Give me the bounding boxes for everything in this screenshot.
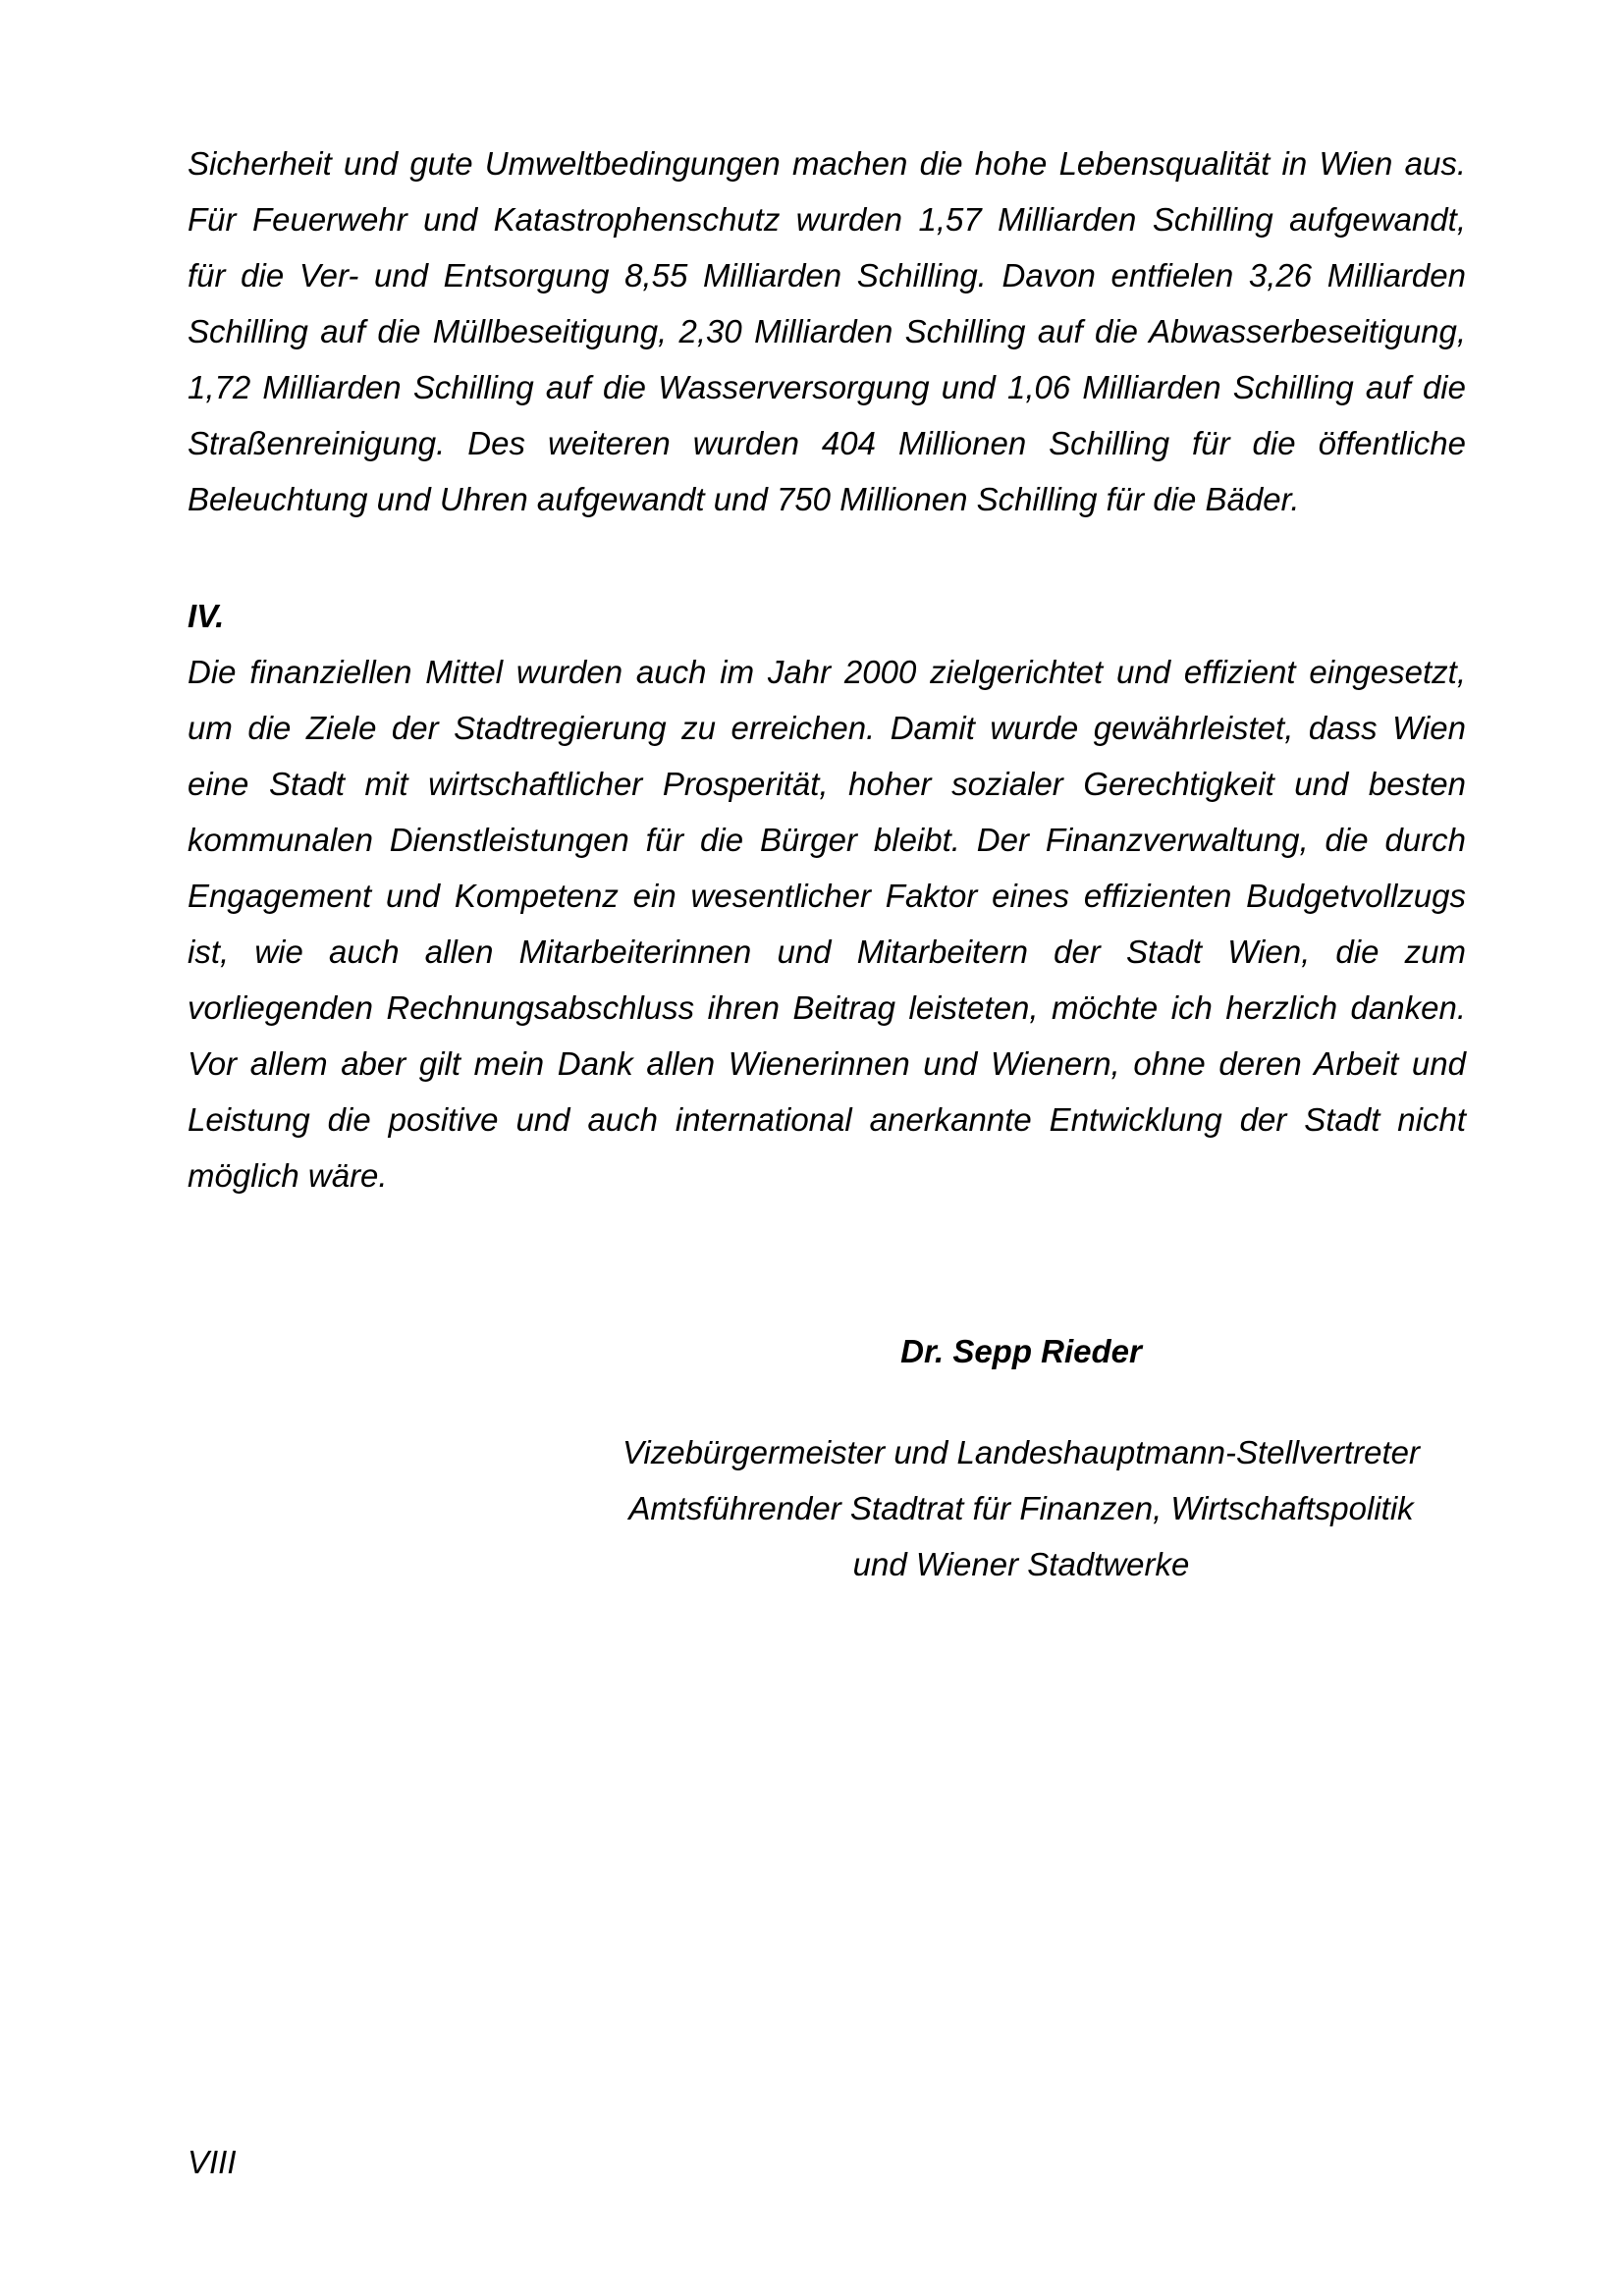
paragraph-line: um die Ziele der Stadtregierung zu erreichen. Damit wurde gewährleistet, dass Wien bbox=[188, 710, 1466, 746]
paragraph-line: vorliegenden Rechnungsabschluss ihren Beitrag leisteten, möchte ich herzlich danken. bbox=[188, 989, 1466, 1026]
signatory-name: Dr. Sepp Rieder bbox=[900, 1333, 1142, 1369]
paragraph-line: Vor allem aber gilt mein Dank allen Wienerinnen und Wienern, ohne deren Arbeit und bbox=[188, 1045, 1466, 1082]
paragraph-line: möglich wäre. bbox=[188, 1157, 388, 1194]
paragraph-line: Beleuchtung und Uhren aufgewandt und 750 Millionen Schilling für die Bäder. bbox=[188, 481, 1300, 517]
section-heading: IV. bbox=[188, 598, 225, 634]
signatory-title-line: Amtsführender Stadtrat für Finanzen, Wirtschaftspolitik bbox=[628, 1490, 1414, 1526]
page-number: VIII bbox=[188, 2144, 237, 2180]
paragraph-line: Leistung die positive und auch international anerkannte Entwicklung der Stadt nicht bbox=[188, 1101, 1466, 1138]
paragraph-line: Straßenreinigung. Des weiteren wurden 404 Millionen Schilling für die öffentliche bbox=[188, 425, 1466, 461]
paragraph-line: Die finanziellen Mittel wurden auch im Jahr 2000 zielgerichtet und effizient eingesetzt, bbox=[188, 654, 1466, 690]
paragraph-line: Für Feuerwehr und Katastrophenschutz wurden 1,57 Milliarden Schilling aufgewandt, bbox=[188, 201, 1466, 238]
paragraph-line: für die Ver- und Entsorgung 8,55 Milliarden Schilling. Davon entfielen 3,26 Milliarden bbox=[188, 257, 1466, 294]
paragraph-line: Engagement und Kompetenz ein wesentlicher Faktor eines effizienten Budgetvollzugs bbox=[188, 878, 1466, 914]
paragraph-line: kommunalen Dienstleistungen für die Bürger bleibt. Der Finanzverwaltung, die durch bbox=[188, 822, 1466, 858]
signatory-title-line: und Wiener Stadtwerke bbox=[852, 1546, 1190, 1582]
paragraph-line: Sicherheit und gute Umweltbedingungen machen die hohe Lebensqualität in Wien aus. bbox=[188, 145, 1466, 182]
signatory-title-line: Vizebürgermeister und Landeshauptmann-Stellvertreter bbox=[622, 1434, 1420, 1470]
paragraph-line: ist, wie auch allen Mitarbeiterinnen und Mitarbeitern der Stadt Wien, die zum bbox=[188, 934, 1466, 970]
paragraph-line: Schilling auf die Müllbeseitigung, 2,30 Milliarden Schilling auf die Abwasserbeseitigung, bbox=[188, 313, 1466, 349]
paragraph-line: 1,72 Milliarden Schilling auf die Wasserversorgung und 1,06 Milliarden Schilling auf die bbox=[188, 369, 1466, 405]
paragraph-line: eine Stadt mit wirtschaftlicher Prosperität, hoher sozialer Gerechtigkeit und besten bbox=[188, 766, 1466, 802]
